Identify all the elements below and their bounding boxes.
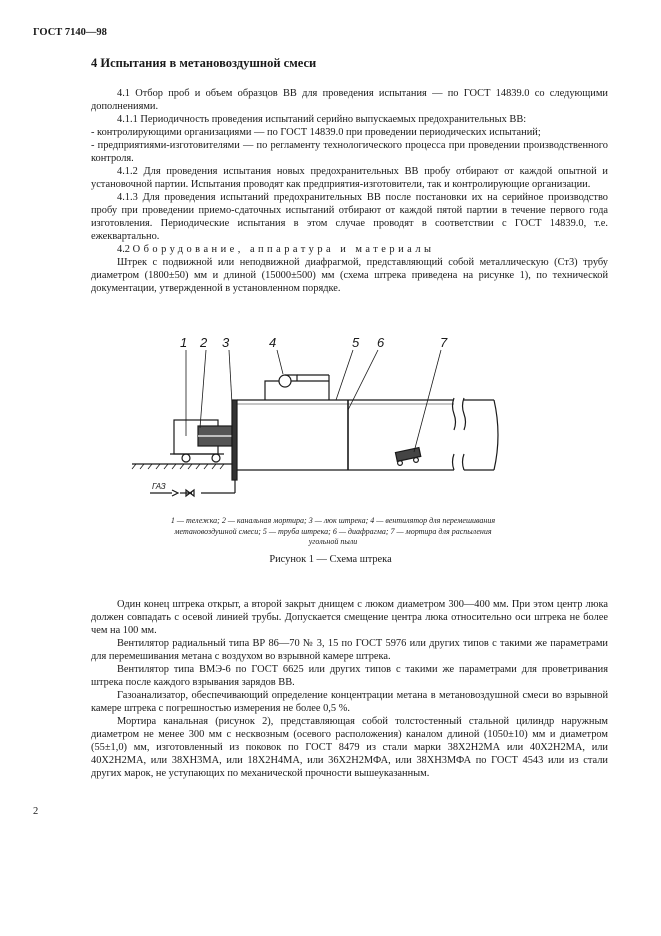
section-title: 4 Испытания в метановоздушной смеси (91, 56, 317, 70)
figure-label-4: 4 (269, 335, 277, 350)
figure-label-1: 1 (180, 335, 188, 350)
trolley-wheel (212, 454, 220, 462)
figure-title: Рисунок 1 — Схема штрека (269, 554, 392, 565)
pipe-break-left (453, 398, 456, 430)
paragraph-hatch: Один конец штрека открыт, а второй закрыт днищем с люком диаметром 300—400 мм. При этом центр люка должен совпадать с осевой линией трубы. Допускается смещение центра люка относительно оси штрека не более чем на 100 мм. (91, 599, 608, 636)
paragraph-4-1-3: 4.1.3 Для проведения испытаний предохранительных ВВ после постановки их на серийное производство пробу при проведении приемо-сдаточных испытаний отбирают от каждой пятой партии в течение первого года изготовления. Периодические испытания в этом случае проводят в соответствии с ГОСТ 14839.0, т.е. ежеквартально. (91, 192, 608, 242)
paragraph-gas-analyzer: Газоанализатор, обеспечивающий определение концентрации метана в метановоздушной смеси во взрывной камере штрека с погрешностью измерения не более 0,5 %. (91, 690, 608, 714)
paragraph-4-1: 4.1 Отбор проб и объем образцов ВВ для проведения испытания — по ГОСТ 14839.0 со следующими дополнениями. (91, 88, 608, 112)
paragraph-4-2-text: Штрек с подвижной или неподвижной диафрагмой, представляющий собой металлическую (Ст3) трубу диаметром (1800±50) мм и длиной (15000±500) мм (схема штрека приведена на рисунке 1), по технической документации, утвержденной в установленном порядке. (91, 257, 608, 294)
document-code-header: ГОСТ 7140—98 (33, 27, 107, 38)
page-number: 2 (33, 806, 39, 817)
ground-hatching (132, 464, 224, 469)
figure-label-5: 5 (352, 335, 360, 350)
figure-label-6: 6 (377, 335, 385, 350)
figure-label-2: 2 (200, 335, 208, 350)
section-body-top (91, 87, 608, 295)
gallery-hatch (232, 400, 237, 480)
paragraph-4-1-1: 4.1.1 Периодичность проведения испытаний серийно выпускаемых предохранительных ВВ: (117, 114, 527, 125)
paragraph-list-item: - предприятиями-изготовителями — по регламенту технологического процесса при проведении производственного контроля. (91, 140, 608, 164)
section-body-bottom (91, 598, 608, 780)
subsection-4-2-heading (91, 243, 608, 256)
subsection-title: Оборудование, аппаратура и материалы (132, 244, 435, 255)
gas-label: ГАЗ (152, 482, 166, 491)
figure-caption-line: метановоздушной смеси; 5 — труба штрека; 6 — диафрагма; 7 — мортира для распыления (174, 526, 492, 536)
paragraph-mortar: Мортира канальная (рисунок 2), представляющая собой толстостенный стальной цилиндр наружным диаметром не менее 300 мм с несквозным (осевого расположения) каналом длиной (1050±10) мм и диаметром (55±1,0) мм, изготовленный из поковок по ГОСТ 8479 из стали марки 38Х2Н2МА или 40Х2Н2МА, или 40Х2Н2МА, или 38ХН3МА, или 18Х2Н4МА, или 36Х2Н2МФА, или 38ХН3МФА по ГОСТ 4543 или из стали других марок, не уступающих по механической прочности вышеуказанным. (91, 716, 608, 779)
figure-caption-line: 1 — тележка; 2 — канальная мортира; 3 — люк штрека; 4 — вентилятор для перемешивания (170, 516, 496, 525)
paragraph-4-1-2: 4.1.2 Для проведения испытания новых предохранительных ВВ пробу отбирают от каждой опытной и установочной партии. Испытания проводят как предприятия-изготовители, так и контролирующие организации. (91, 166, 608, 190)
figure-caption-line: угольной пыли (308, 537, 358, 546)
figure-label-3: 3 (222, 335, 230, 350)
subsection-number: 4.2 (117, 244, 130, 255)
paragraph-fan-radial: Вентилятор радиальный типа ВР 86—70 № 3, 15 по ГОСТ 5976 или других типов с такими же параметрами для перемешивания метана с воздухом во взрывной камере штрека. (91, 638, 608, 662)
mine-gallery-diagram (128, 330, 508, 505)
figure-caption (128, 516, 538, 548)
coal-dust-mortar (395, 448, 420, 466)
paragraph-fan-vme: Вентилятор типа ВМЭ-6 по ГОСТ 6625 или других типов с такими же параметрами для проветривания штрека после каждого взрывания зарядов ВВ. (91, 664, 608, 688)
pipe-open-end (494, 400, 498, 470)
trolley-wheel (182, 454, 190, 462)
figure-label-7: 7 (440, 335, 448, 350)
fan (265, 375, 329, 400)
paragraph-list-item: - контролирующими организациями — по ГОСТ 14839.0 при проведении периодических испытаний; (91, 127, 541, 138)
